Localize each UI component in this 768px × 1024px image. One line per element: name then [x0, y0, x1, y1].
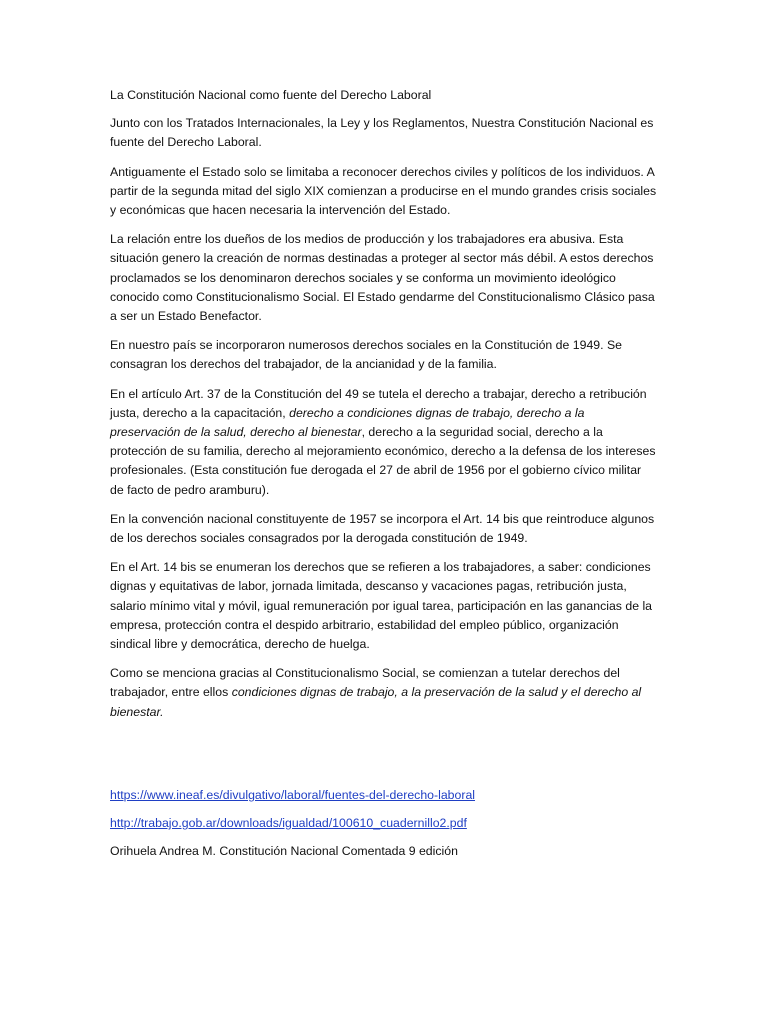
document-page — [110, 86, 658, 871]
spacer — [110, 732, 658, 786]
document-title: La Constitución Nacional como fuente del Derecho Laboral — [110, 88, 432, 102]
paragraph-5-text-c: , derecho a la seguridad social, derecho a la protección de su familia, derecho al mejoramiento económico, derecho a la defensa de los intereses profesionales. (Esta constitución fue derogada el 27 de abril de 1956 por el gobierno cívico militar de facto de pedro aramburu). — [110, 425, 656, 497]
paragraph-2: Antiguamente el Estado solo se limitaba a reconocer derechos civiles y políticos de los individuos. A partir de la segunda mitad del siglo XIX comienzan a producirse en el mundo grandes crisis sociales y económicas que hacen necesaria la intervención del Estado. — [110, 164, 657, 218]
paragraph-8-italic: condiciones dignas de trabajo, a la preservación de la salud y el derecho al bienestar. — [110, 685, 642, 719]
reference-link-ineaf[interactable]: https://www.ineaf.es/divulgativo/laboral/fuentes-del-derecho-laboral — [110, 787, 476, 802]
paragraph-6: En la convención nacional constituyente de 1957 se incorpora el Art. 14 bis que reintroduce algunos de los derechos sociales consagrados por la derogada constitución de 1949. — [110, 511, 655, 546]
paragraph-1: Junto con los Tratados Internacionales, la Ley y los Reglamentos, Nuestra Constitución Nacional es fuente del Derecho Laboral. — [110, 116, 654, 150]
paragraph-4: En nuestro país se incorporaron numerosos derechos sociales en la Constitución de 1949. Se consagran los derechos del trabajador, de la ancianidad y de la familia. — [110, 338, 622, 372]
paragraph-5 — [110, 385, 658, 500]
paragraph-5-text-a: En el artículo Art. 37 de la Constitución del 49 se tutela el derecho a trabajar, derecho a retribución justa, derecho a la capacitación, — [110, 386, 647, 420]
paragraph-7: En el Art. 14 bis se enumeran los derechos que se refieren a los trabajadores, a saber: condiciones dignas y equitativas de labor, jornada limitada, descanso y vacaciones pagas, retribución justa, salario mínimo vital y móvil, igual remuneración por igual tarea, participación en las ganancias de la empresa, protección contra el despido arbitrario, estabilidad del empleo público, organización sindical libre y democrática, derecho de huelga. — [110, 560, 653, 652]
paragraph-8 — [110, 664, 658, 722]
paragraph-3: La relación entre los dueños de los medios de producción y los trabajadores era abusiva. Esta situación genero la creación de normas destinadas a proteger al sector más débil. A estos derechos proclamados se los denominaron derechos sociales y se conforma un movimiento ideológico conocido como Constitucionalismo Social. El Estado gendarme del Constitucionalismo Clásico pasa a ser un Estado Benefactor. — [110, 232, 655, 324]
paragraph-5-italic: derecho a condiciones dignas de trabajo, derecho a la preservación de la salud, derecho al bienestar — [110, 405, 585, 440]
reference-1 — [110, 786, 658, 805]
reference-2 — [110, 814, 658, 833]
reference-link-trabajo[interactable]: http://trabajo.gob.ar/downloads/igualdad/100610_cuadernillo2.pdf — [110, 816, 467, 831]
reference-citation: Orihuela Andrea M. Constitución Nacional Comentada 9 edición — [110, 844, 458, 859]
paragraph-8-text-a: Como se menciona gracias al Constitucionalismo Social, se comienzan a tutelar derechos del trabajador, entre ellos — [110, 666, 620, 700]
